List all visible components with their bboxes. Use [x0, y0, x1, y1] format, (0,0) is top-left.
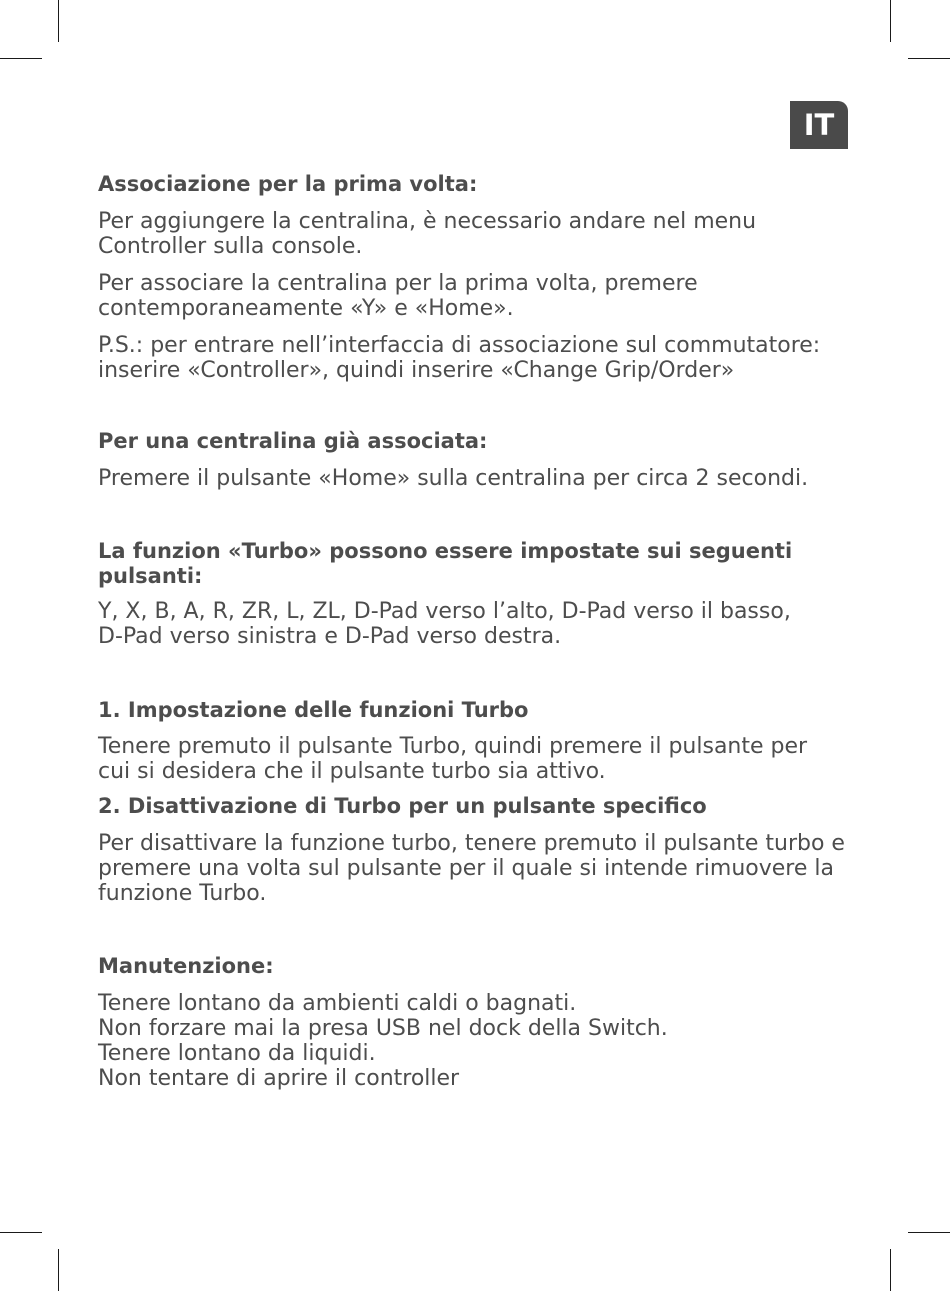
manual-content — [98, 170, 858, 1091]
text-line: Per associare la centralina per la prima volta, premere — [98, 271, 698, 296]
text-line: Y, X, B, A, R, ZR, L, ZL, D-Pad verso l’alto, D-Pad verso il basso, — [98, 599, 791, 624]
already-paired-heading: Per una centralina già associata: — [98, 429, 488, 453]
language-badge: IT — [790, 101, 848, 149]
heading-line: pulsanti: — [98, 564, 203, 588]
text-line: contemporaneamente «Y» e «Home». — [98, 296, 514, 321]
turbo-disable-paragraph — [98, 831, 858, 906]
crop-mark-top-right-horizontal — [908, 58, 950, 59]
crop-mark-bottom-right-vertical — [890, 1249, 891, 1291]
text-line: Per disattivare la funzione turbo, tenere premuto il pulsante turbo e — [98, 831, 845, 856]
section-first-pairing — [98, 172, 858, 383]
section-turbo-setup — [98, 698, 858, 784]
turbo-buttons-heading — [98, 539, 858, 589]
text-line: Non forzare mai la presa USB nel dock della Switch. — [98, 1016, 668, 1041]
turbo-disable-heading: 2. Disattivazione di Turbo per un pulsante specifico — [98, 794, 707, 818]
maintenance-paragraph — [98, 991, 858, 1091]
crop-mark-bottom-left-horizontal — [0, 1232, 42, 1233]
section-maintenance — [98, 954, 858, 1091]
section-turbo-buttons — [98, 539, 858, 649]
text-line: Per aggiungere la centralina, è necessario andare nel menu — [98, 209, 757, 234]
text-line: cui si desidera che il pulsante turbo sia attivo. — [98, 759, 606, 784]
turbo-setup-paragraph — [98, 734, 858, 784]
text-line: inserire «Controller», quindi inserire «Change Grip/Order» — [98, 358, 735, 383]
text-line: Controller sulla console. — [98, 234, 363, 259]
already-paired-paragraph — [98, 466, 858, 491]
first-pairing-paragraph-2 — [98, 271, 858, 321]
text-line: D-Pad verso sinistra e D-Pad verso destra. — [98, 624, 562, 649]
text-line: funzione Turbo. — [98, 881, 267, 906]
text-line: premere una volta sul pulsante per il quale si intende rimuovere la — [98, 856, 834, 881]
text-line: Non tentare di aprire il controller — [98, 1066, 460, 1091]
crop-mark-top-left-horizontal — [0, 58, 42, 59]
crop-mark-top-right-vertical — [890, 0, 891, 42]
text-line: Tenere lontano da ambienti caldi o bagnati. — [98, 991, 577, 1016]
first-pairing-heading: Associazione per la prima volta: — [98, 172, 478, 196]
turbo-setup-heading: 1. Impostazione delle funzioni Turbo — [98, 698, 529, 722]
maintenance-heading: Manutenzione: — [98, 954, 274, 978]
text-line: Tenere premuto il pulsante Turbo, quindi premere il pulsante per — [98, 734, 808, 759]
crop-mark-bottom-right-horizontal — [908, 1232, 950, 1233]
crop-mark-bottom-left-vertical — [58, 1249, 59, 1291]
section-turbo-disable — [98, 794, 858, 906]
first-pairing-paragraph-3 — [98, 333, 858, 383]
heading-line: La funzion «Turbo» possono essere impostate sui seguenti — [98, 539, 793, 563]
text-line: P.S.: per entrare nell’interfaccia di associazione sul commutatore: — [98, 333, 821, 358]
turbo-buttons-paragraph — [98, 599, 858, 649]
text-line: Premere il pulsante «Home» sulla centralina per circa 2 secondi. — [98, 466, 809, 491]
section-already-paired — [98, 429, 858, 491]
crop-mark-top-left-vertical — [58, 0, 59, 42]
text-line: Tenere lontano da liquidi. — [98, 1041, 376, 1066]
first-pairing-paragraph-1 — [98, 209, 858, 259]
